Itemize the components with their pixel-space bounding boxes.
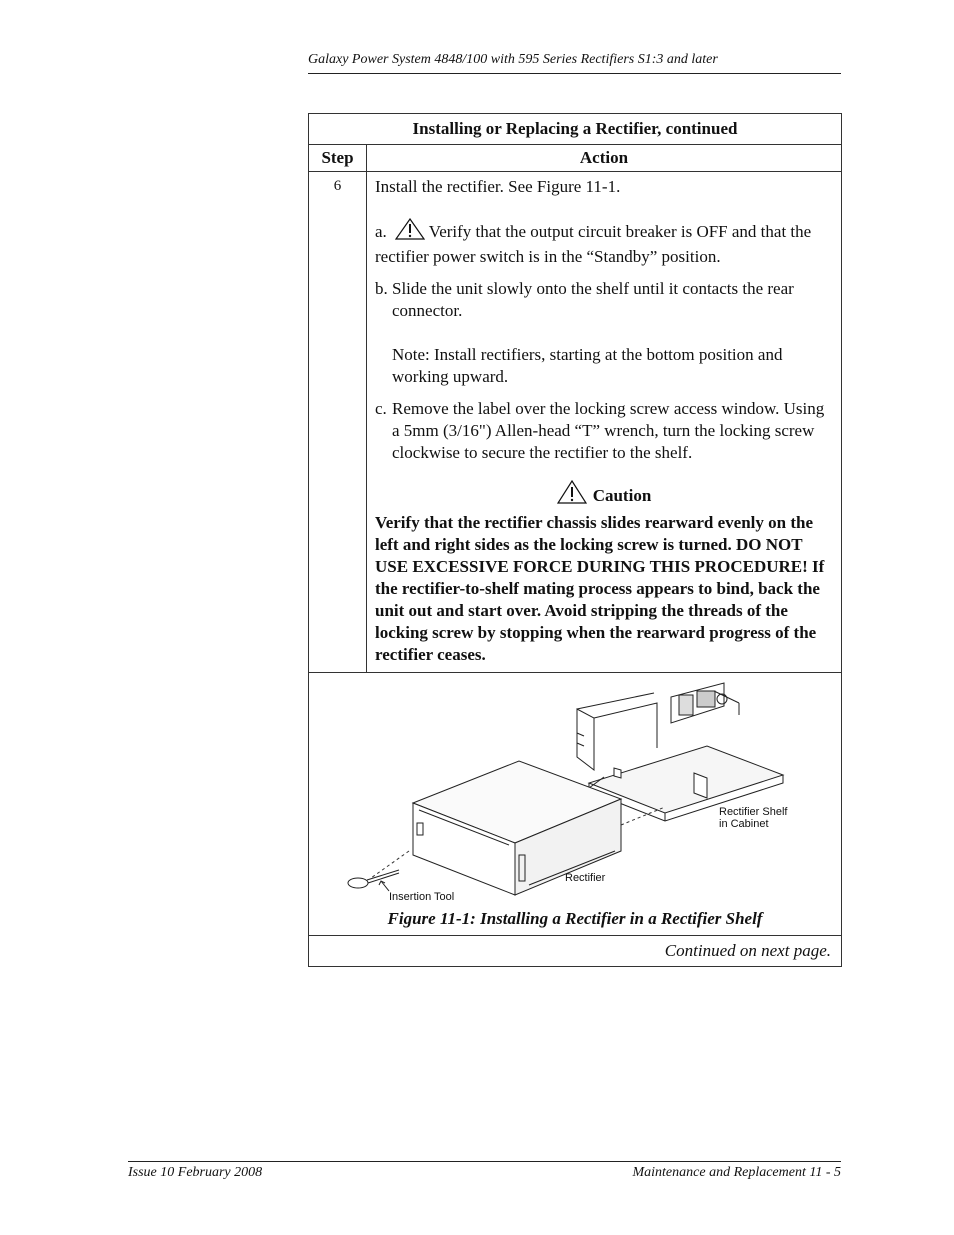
figure-caption: Figure 11-1: Installing a Rectifier in a Rectifier Shelf bbox=[387, 909, 763, 928]
substep-b-text: Slide the unit slowly onto the shelf until it contacts the rear connector. bbox=[392, 279, 794, 320]
figure-label-insertion-tool: Insertion Tool bbox=[389, 891, 455, 903]
substep-c bbox=[375, 398, 833, 464]
running-header: Galaxy Power System 4848/100 with 595 Series Rectifiers S1:3 and later bbox=[308, 52, 841, 74]
substep-b-label: b. bbox=[375, 279, 388, 298]
step-intro: Install the rectifier. See Figure 11-1. bbox=[375, 177, 621, 196]
figure-label-shelf: Rectifier Shelf bbox=[719, 806, 788, 818]
substep-b bbox=[375, 278, 833, 388]
caution-heading bbox=[375, 480, 833, 510]
figure-cell bbox=[309, 673, 842, 936]
substep-a-label: a. bbox=[375, 222, 387, 241]
figure-label-shelf-line2: in Cabinet bbox=[719, 818, 769, 830]
substep-a bbox=[375, 218, 833, 268]
warning-icon bbox=[395, 218, 425, 246]
page-footer bbox=[128, 1161, 841, 1181]
figure-label-rectifier: Rectifier bbox=[565, 872, 606, 884]
step-action bbox=[367, 172, 842, 673]
substep-b-note: Note: Install rectifiers, starting at the bottom position and working upward. bbox=[392, 345, 783, 386]
table-row bbox=[309, 172, 842, 673]
substep-c-text: Remove the label over the locking screw access window. Using a 5mm (3/16") Allen-head “T” wrench, turn the locking screw clockwise to secure the rectifier to the shelf. bbox=[392, 399, 825, 462]
caution-text: Verify that the rectifier chassis slides rearward evenly on the left and right sides as the locking screw is turned. DO NOT USE EXCESSIVE FORCE DURING THIS PROCEDURE! If the rectifier-to-shelf mating process appears to bind, back the unit out and start over. Avoid stripping the threads of the locking screw by stopping when the rearward progress of the rectifier ceases. bbox=[375, 513, 825, 664]
step-number: 6 bbox=[309, 172, 367, 673]
rectifier-installation-illustration bbox=[309, 673, 843, 935]
footer-issue: Issue 10 February 2008 bbox=[128, 1165, 263, 1180]
procedure-table bbox=[308, 113, 842, 967]
column-header-step: Step bbox=[309, 145, 367, 172]
substep-a-text: Verify that the output circuit breaker is OFF and that the rectifier power switch is in the “Standby” position. bbox=[375, 222, 812, 266]
substep-c-label: c. bbox=[375, 399, 387, 418]
warning-icon bbox=[557, 480, 587, 510]
footer-section-page: Maintenance and Replacement 11 - 5 bbox=[632, 1165, 841, 1180]
table-title: Installing or Replacing a Rectifier, continued bbox=[309, 114, 842, 145]
continued-note: Continued on next page. bbox=[309, 936, 842, 967]
column-header-action: Action bbox=[367, 145, 842, 172]
caution-heading-text: Caution bbox=[592, 486, 652, 505]
